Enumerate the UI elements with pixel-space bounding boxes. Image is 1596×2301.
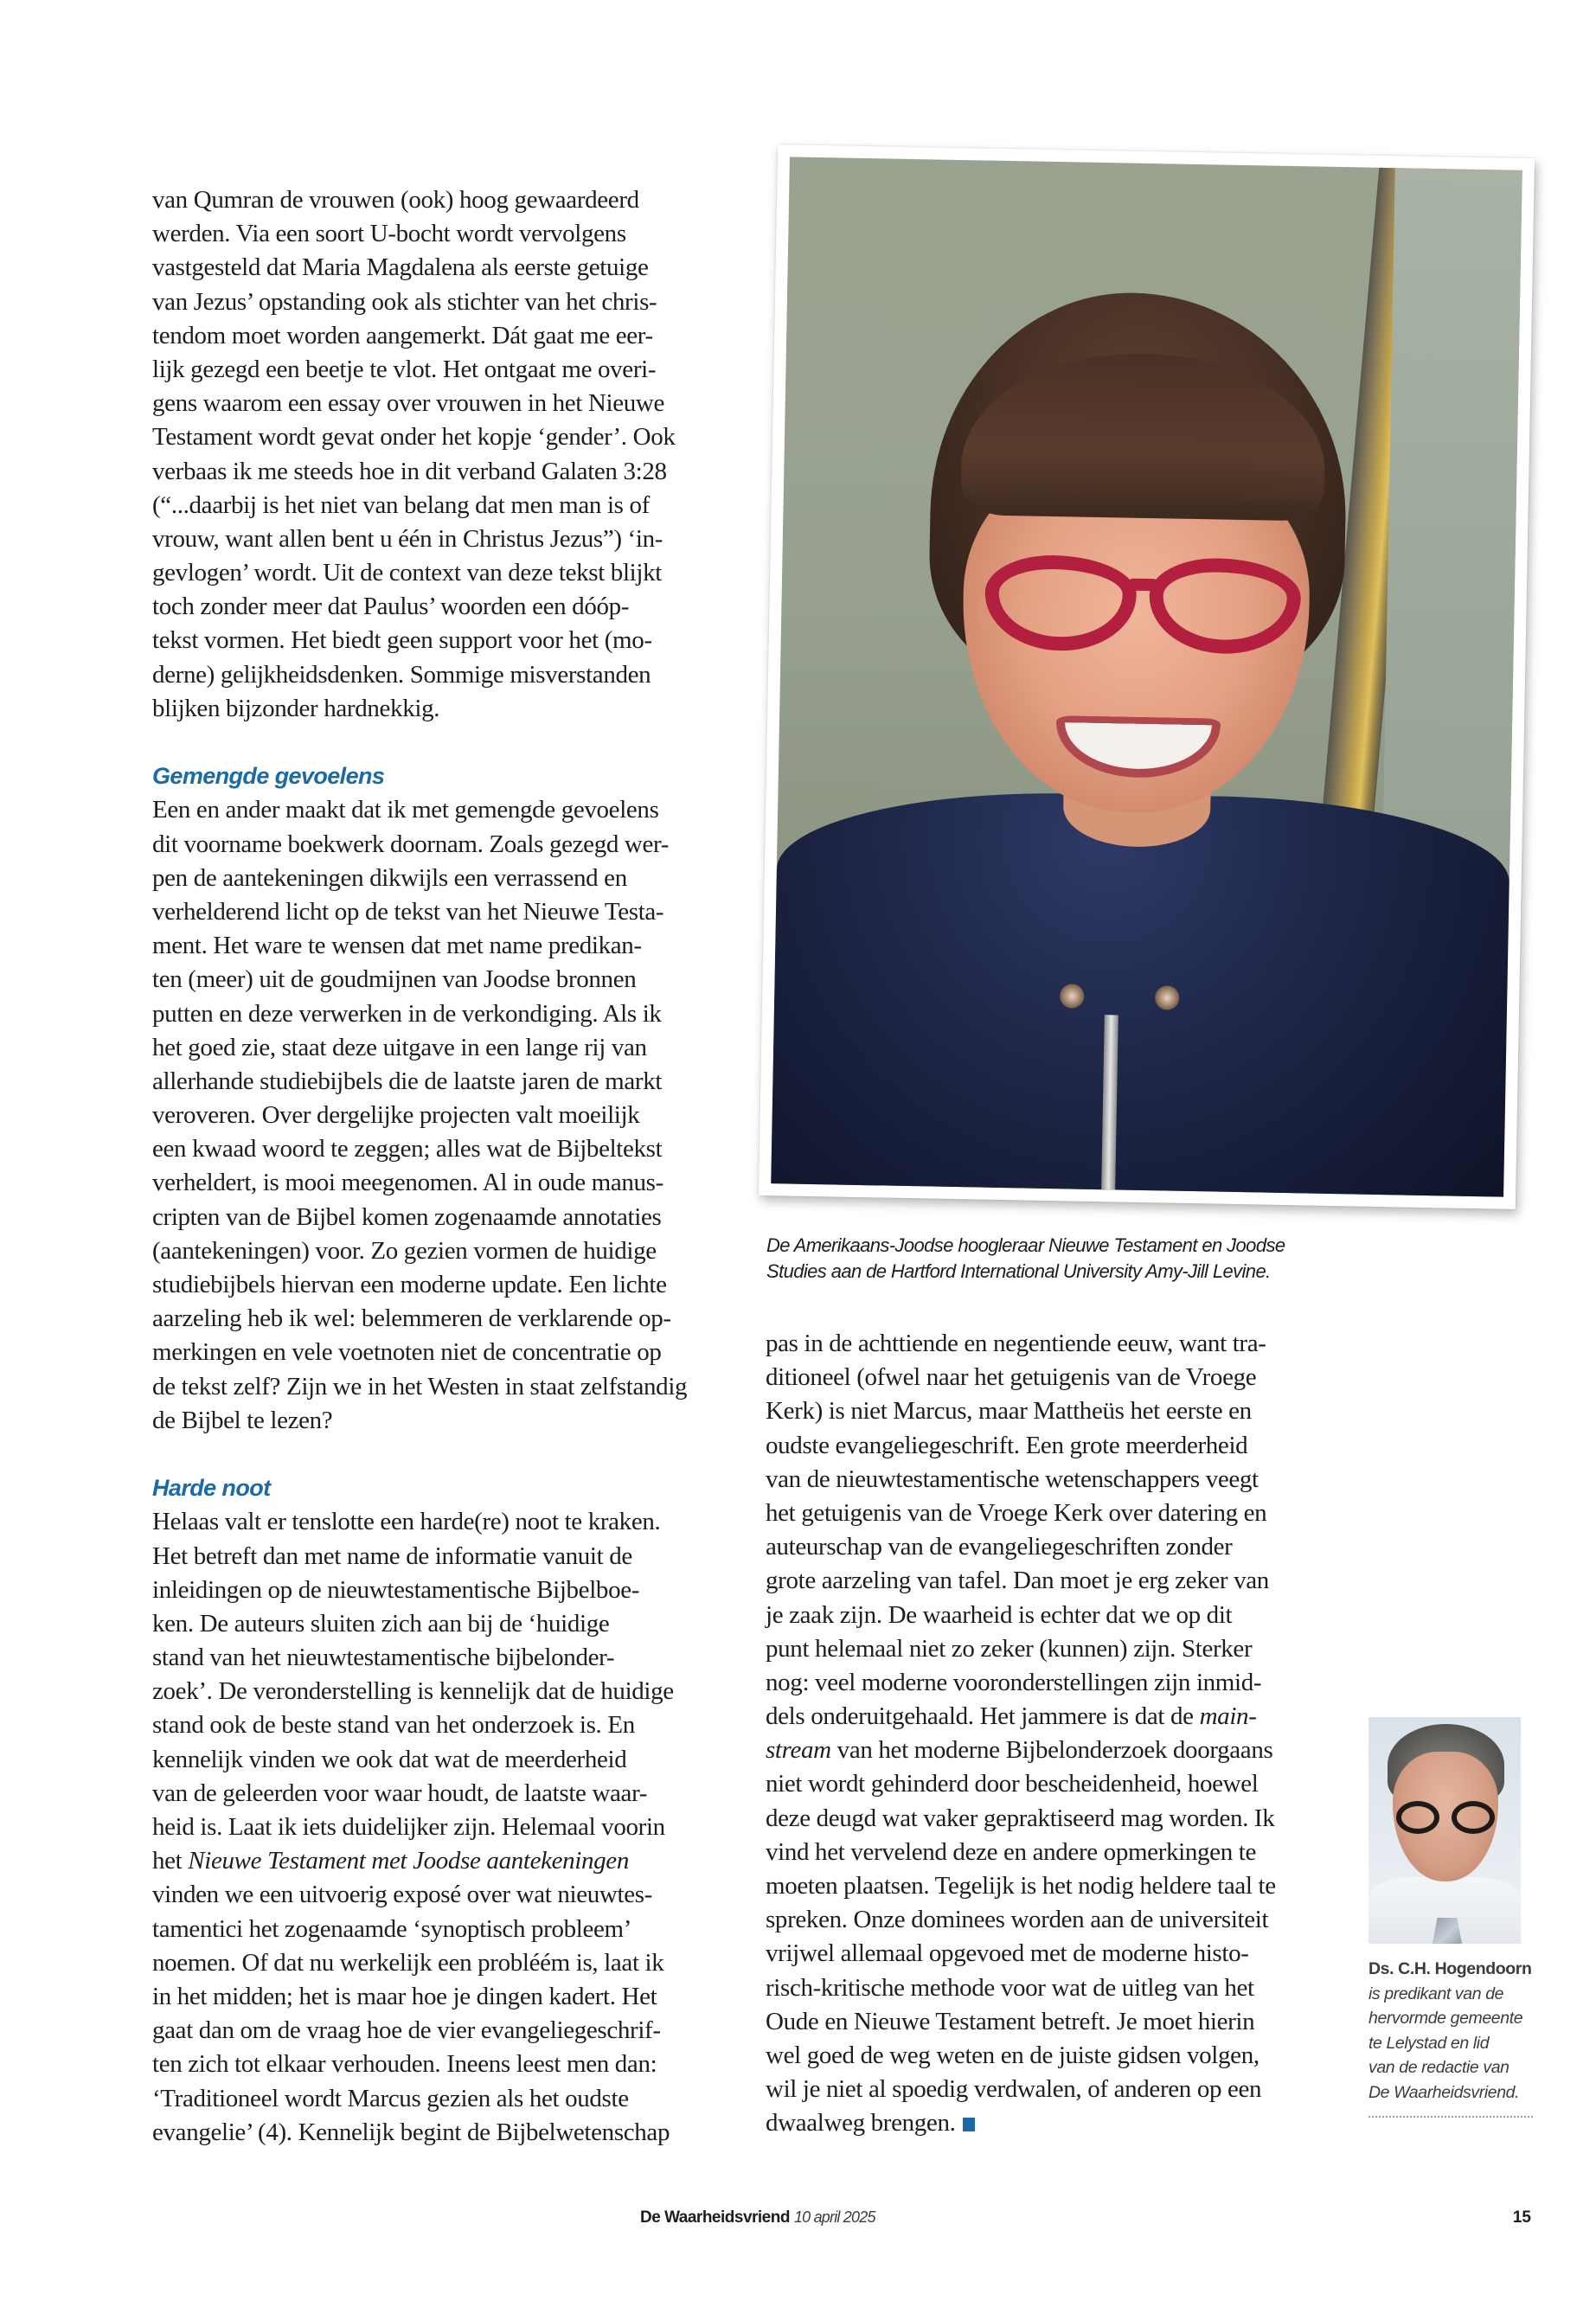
text-line: noemen. Of dat nu werkelijk een probléém is, laat ik [152, 1948, 664, 1977]
text-line: Een en ander maakt dat ik met gemengde gevoelens [152, 796, 659, 824]
text-line: je zaak zijn. De waarheid is echter dat we op dit [766, 1600, 1233, 1629]
text-line: verheldert, is mooi meegenomen. Al in oude manus- [152, 1169, 663, 1197]
text-line: verbaas ik me steeds hoe in dit verband Galaten 3:28 [152, 457, 667, 485]
glasses-bridge [1128, 579, 1158, 592]
author-bio-line: van de redactie van [1368, 2058, 1509, 2077]
text-line: derne) gelijkheidsdenken. Sommige misverstanden [152, 660, 651, 689]
text-line: de Bijbel te lezen? [152, 1406, 333, 1434]
article-right-column [766, 1327, 1336, 2141]
text-line: ten zich tot elkaar verhouden. Ineens leest men dan: [152, 2050, 657, 2079]
paragraph-gap [152, 1438, 723, 1471]
text-line: oudste evangeliegeschrift. Een grote meerderheid [766, 1431, 1248, 1459]
text-line: auteurschap van de evangeliegeschriften zonder [766, 1533, 1233, 1561]
text-line: cripten van de Bijbel komen zogenaamde annotaties [152, 1202, 662, 1231]
text-line: gaat dan om de vraag hoe de vier evangeliegeschrif- [152, 2016, 661, 2045]
portrait-photo-frame [759, 144, 1535, 1209]
text-line: gevlogen’ wordt. Uit de context van deze tekst blijkt [152, 559, 662, 587]
text-line: van Qumran de vrouwen (ook) hoog gewaardeerd [152, 186, 639, 214]
text-line: ment. Het ware te wensen dat met name predikan- [152, 932, 642, 960]
text-line: ditioneel (ofwel naar het getuigenis van de Vroege [766, 1363, 1257, 1392]
author-divider [1368, 2116, 1533, 2118]
text-line: wel goed de weg weten en de juiste gidsen volgen, [766, 2041, 1259, 2069]
text-line: aarzeling heb ik wel: belemmeren de verklarende op- [152, 1304, 671, 1333]
portrait-photo-amy-jill-levine [771, 157, 1522, 1196]
author-bio [1368, 1957, 1533, 2105]
text-line: (“...daarbij is het niet van belang dat men man is of [152, 490, 650, 519]
text-line-book-title [152, 1844, 723, 1878]
author-bio-line: is predikant van de [1368, 1984, 1504, 2003]
text-line: vrijwel allemaal opgevoed met de moderne histo- [766, 1939, 1249, 1968]
text-suffix: van het moderne Bijbelonderzoek doorgaans [830, 1736, 1273, 1765]
page-footer [640, 2208, 1531, 2234]
text-line: kennelijk vinden we ook dat wat de meerderheid [152, 1745, 627, 1773]
text-line: lijk gezegd een beetje te vlot. Het ontgaat me overi- [152, 355, 657, 383]
author-glasses-left [1396, 1801, 1439, 1834]
text-line: Kerk) is niet Marcus, maar Mattheüs het eerste en [766, 1397, 1252, 1426]
paragraph-gap [152, 726, 723, 760]
text-line: ten (meer) uit de goudmijnen van Joodse bronnen [152, 965, 637, 994]
subheading-gemengde-gevoelens: Gemengde gevoelens [152, 763, 385, 790]
text-line: Het betreft dan met name de informatie vanuit de [152, 1541, 632, 1570]
text-line: heid is. Laat ik iets duidelijker zijn. Helemaal voorin [152, 1813, 665, 1841]
text-line: moeten plaatsen. Tegelijk is het nodig heldere taal te [766, 1872, 1276, 1900]
text-line: vind het vervelend deze en andere opmerkingen te [766, 1837, 1256, 1866]
subheading-harde-noot: Harde noot [152, 1475, 271, 1502]
author-photo [1368, 1717, 1521, 1944]
paragraph-harde-noot [152, 1505, 723, 2150]
text-line: evangelie’ (4). Kennelijk begint de Bijbelwetenschap [152, 2118, 670, 2146]
text-line: van de nieuwtestamentische wetenschappers veegt [766, 1465, 1259, 1493]
text-line: in het midden; het is maar hoe je dingen kadert. Het [152, 1982, 657, 2010]
final-text: dwaalweg brengen. [766, 2109, 956, 2138]
author-name: Ds. C.H. Hogendoorn [1368, 1959, 1532, 1978]
text-line: spreken. Onze dominees worden aan de universiteit [766, 1906, 1269, 1934]
book-title: Nieuwe Testament met Joodse aantekeningen [188, 1847, 629, 1875]
author-bio-line: hervormde gemeente [1368, 2009, 1523, 2028]
caption-line: De Amerikaans-Joodse hoogleraar Nieuwe Testament en Joodse [766, 1234, 1285, 1256]
text-line: pen de aantekeningen dikwijls een verrassend en [152, 863, 627, 892]
text-line: merkingen en vele voetnoten niet de concentratie op [152, 1338, 662, 1367]
text-line: risch-kritische methode voor wat de uitleg van het [766, 1973, 1254, 2002]
text-line: dit voorname boekwerk doornam. Zoals gezegd wer- [152, 830, 670, 858]
caption-line: Studies aan de Hartford International University Amy-Jill Levine. [766, 1260, 1271, 1282]
text-line: inleidingen op de nieuwtestamentische Bijbelboe- [152, 1575, 640, 1604]
text-line: putten en deze verwerken in de verkondiging. Als ik [152, 999, 662, 1028]
text-line: het goed zie, staat deze uitgave in een lange rij van [152, 1033, 647, 1061]
text-line: stand ook de beste stand van het onderzoek is. En [152, 1711, 635, 1740]
text-line: tekst vormen. Het biedt geen support voor het (mo- [152, 626, 652, 655]
issue-date: 10 april 2025 [793, 2208, 875, 2226]
navy-jacket [771, 788, 1510, 1196]
end-of-article-square-icon [963, 2118, 975, 2131]
text-line: grote aarzeling van tafel. Dan moet je erg zeker van [766, 1567, 1269, 1595]
text-line: Testament wordt gevat onder het kopje ‘gender’. Ook [152, 423, 676, 452]
text-line: de tekst zelf? Zijn we in het Westen in staat zelfstandig [152, 1372, 688, 1400]
text-line: nog: veel moderne vooronderstellingen zijn inmid- [766, 1668, 1262, 1696]
text-prefix: dels onderuitgehaald. Het jammere is dat de [766, 1702, 1200, 1731]
paragraph-intro [152, 183, 723, 726]
text-line: allerhande studiebijbels die de laatste jaren de markt [152, 1067, 663, 1095]
text-line: gens waarom een essay over vrouwen in het Nieuwe [152, 389, 664, 418]
text-line: vastgesteld dat Maria Magdalena als eerste getuige [152, 253, 649, 282]
author-bio-line: te Lelystad en lid [1368, 2033, 1490, 2053]
text-line: zoek’. De veronderstelling is kennelijk dat de huidige [152, 1677, 674, 1706]
text-line: werden. Via een soort U-bocht wordt vervolgens [152, 220, 626, 248]
page-number: 15 [1512, 2208, 1531, 2227]
photo-caption [766, 1233, 1389, 1285]
text-line: pas in de achttiende en negentiende eeuw, want tra- [766, 1330, 1266, 1357]
text-line: een kwaad woord te zeggen; alles wat de Bijbeltekst [152, 1135, 663, 1163]
text-line: vrouw, want allen bent u één in Christus Jezus”) ‘in- [152, 524, 663, 553]
text-line: tendom moet worden aangemerkt. Dát gaat me eer- [152, 321, 653, 349]
text-line: niet wordt gehinderd door bescheidenheid, hoewel [766, 1770, 1259, 1798]
text-line: van de geleerden voor waar houdt, de laatste waar- [152, 1779, 648, 1807]
text-line: (aantekeningen) voor. Zo gezien vormen de huidige [152, 1236, 657, 1265]
text-line: stand van het nieuwtestamentische bijbelonder- [152, 1644, 615, 1672]
text-line: het getuigenis van de Vroege Kerk over datering en [766, 1498, 1267, 1527]
author-bio-line: De Waarheidsvriend. [1368, 2082, 1520, 2102]
article-left-column [152, 183, 723, 2150]
text-line: ‘Traditioneel wordt Marcus gezien als het oudste [152, 2084, 629, 2112]
paragraph-gemengde-gevoelens [152, 793, 723, 1438]
text-prefix: het [152, 1847, 189, 1875]
text-line: toch zonder meer dat Paulus’ woorden een dóóp- [152, 593, 630, 621]
italic-word: stream [766, 1736, 831, 1765]
text-line-mainstream [766, 1700, 1336, 1734]
text-line: veroveren. Over dergelijke projecten valt moeilijk [152, 1101, 640, 1130]
text-line: verhelderend licht op de tekst van het Nieuwe Testa- [152, 897, 664, 926]
text-line: studiebijbels hiervan een moderne update. Een lichte [152, 1271, 667, 1298]
text-line-stream [766, 1734, 1336, 1767]
text-line: vinden we een uitvoerig exposé over wat nieuwtes- [152, 1881, 652, 1909]
publication-name: De Waarheidsvriend [640, 2208, 790, 2227]
text-line: Helaas valt er tenslotte een harde(re) noot te kraken. [152, 1508, 661, 1536]
author-glasses-right [1452, 1801, 1495, 1834]
text-line: tamentici het zogenaamde ‘synoptisch probleem’ [152, 1914, 632, 1943]
text-line: deze deugd wat vaker gepraktiseerd mag worden. Ik [766, 1804, 1275, 1832]
text-line: van Jezus’ opstanding ook als stichter van het chris- [152, 287, 657, 316]
italic-word: main- [1199, 1702, 1257, 1731]
text-line: punt helemaal niet zo zeker (kunnen) zijn. Sterker [766, 1634, 1253, 1663]
text-line: blijken bijzonder hardnekkig. [152, 694, 440, 722]
text-line: wil je niet al spoedig verdwalen, of anderen op een [766, 2075, 1262, 2104]
text-line: ken. De auteurs sluiten zich aan bij de ‘huidige [152, 1609, 610, 1638]
text-line: Oude en Nieuwe Testament betreft. Je moet hierin [766, 2007, 1255, 2035]
text-line-last [766, 2106, 1336, 2140]
